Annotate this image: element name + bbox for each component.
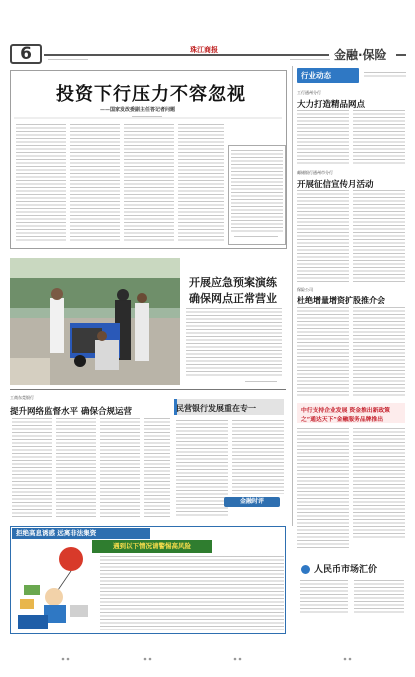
left-article-col-3	[100, 418, 140, 518]
main-article-title: 投资下行压力不容忽视	[56, 84, 246, 105]
main-article-col-1	[16, 124, 66, 242]
campaign-text	[100, 556, 284, 630]
section-title: 金融·保险	[334, 48, 387, 62]
campaign-cartoon	[16, 545, 96, 631]
left-article-kicker: 工商东莞银行	[10, 395, 34, 400]
footer-ornaments	[60, 656, 360, 662]
industry-item-3-col-1	[297, 307, 349, 397]
photo-headline-line-2: 确保网点正常营业	[189, 292, 277, 305]
industry-news-banner: 行业动态	[297, 68, 359, 83]
campaign-header: 拒绝高息诱惑 远离非法集资	[12, 528, 150, 539]
exchange-rate-table-left	[300, 580, 348, 614]
main-article-callout-text	[231, 150, 283, 232]
industry-item-1-col-1	[297, 110, 349, 166]
commentary-tag: 金融时评	[224, 497, 280, 507]
exchange-rate-icon	[301, 565, 310, 574]
industry-item-1-kicker: 工行通州分行	[297, 90, 321, 95]
header-rule	[44, 54, 329, 56]
feature-headline-line-2: 之“通达天下”金融服务品牌推出	[301, 417, 384, 423]
commentary-title: 民营银行发展重在专一	[176, 403, 256, 413]
commentary-col-2	[232, 420, 284, 494]
exchange-rate-title: 人民币市场汇价	[314, 565, 378, 575]
main-article-col-2	[70, 124, 120, 242]
main-article-col-3	[124, 124, 174, 242]
campaign-strip: 遇到以下情况请警惕高风险	[92, 540, 212, 553]
header-editor-line	[290, 59, 330, 62]
industry-item-3-col-2	[353, 307, 405, 397]
feature-col-1	[297, 428, 349, 548]
commentary-col-1	[176, 420, 228, 516]
industry-item-2-col-1	[297, 190, 349, 282]
divider	[10, 389, 286, 390]
industry-item-3-kicker: 保险公司	[297, 287, 313, 292]
main-article-col-4	[178, 124, 224, 242]
exchange-rate-table-right	[354, 580, 404, 614]
drill-photo	[10, 258, 180, 385]
photo-story-body	[186, 308, 282, 378]
left-article-col-4	[144, 418, 170, 518]
industry-item-2-kicker: 邮储银行通州市分行	[297, 170, 333, 175]
left-article-title: 提升网络监督水平 确保合规运营	[10, 407, 132, 417]
left-article-col-2	[56, 418, 96, 518]
page-number: 6	[10, 44, 42, 64]
photo-credit	[245, 381, 277, 384]
left-article-col-1	[12, 418, 52, 518]
main-article-byline	[132, 116, 162, 119]
industry-item-3-title: 杜绝增量增资扩股推介会	[297, 295, 385, 305]
industry-item-2-col-2	[353, 190, 405, 282]
industry-item-1-col-2	[353, 110, 405, 166]
feature-col-2	[353, 428, 405, 538]
industry-item-2-title: 开展征信宣传月活动	[297, 180, 374, 190]
photo-headline-line-1: 开展应急预案演练	[189, 276, 277, 289]
feature-headline-line-1: 中行支持企业发展 资金推出新政策	[301, 408, 390, 414]
industry-item-1-title: 大力打造精品网点	[297, 100, 366, 110]
header-dateline	[48, 59, 88, 62]
main-article-callout-note	[234, 236, 278, 239]
masthead: 珠江商报	[190, 46, 218, 54]
industry-banner-pattern	[364, 72, 406, 79]
column-divider	[292, 66, 293, 526]
main-article-subtitle: ——国家发改委副主任答记者问题	[100, 107, 176, 113]
header-rule-right	[396, 54, 406, 56]
